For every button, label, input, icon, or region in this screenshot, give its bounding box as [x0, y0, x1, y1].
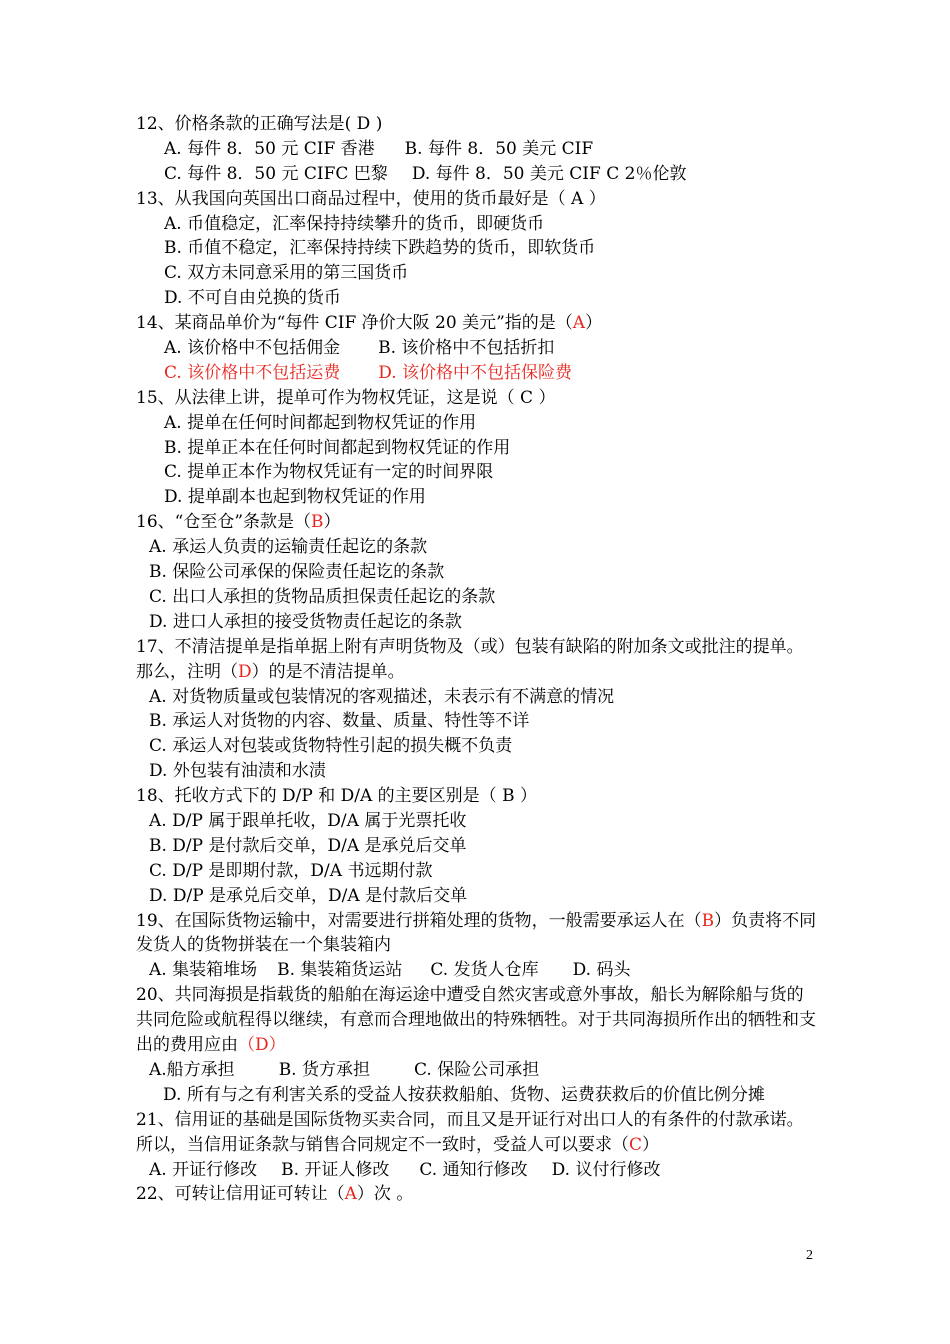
option-a: A. 开证行修改	[149, 1159, 258, 1180]
option-c: C. 每件 8．50 元 CIFC 巴黎	[164, 163, 388, 184]
option-d: D. 提单副本也起到物权凭证的作用	[164, 487, 426, 508]
option-a: A. 集装箱堆场	[149, 960, 258, 981]
option-b: B. D/P 是付款后交单，D/A 是承兑后交单	[149, 835, 467, 856]
option-c: C. 保险公司承担	[414, 1059, 540, 1080]
option-c: C. 双方未同意采用的第三国货币	[164, 263, 409, 284]
option-b: B. 承运人对货物的内容、数量、质量、特性等不详	[149, 711, 530, 732]
option-c: C. 该价格中不包括运费	[164, 362, 341, 383]
option-a: A.船方承担	[149, 1059, 235, 1080]
option-b: B. 提单正本在任何时间都起到物权凭证的作用	[164, 437, 511, 458]
question-22-stem: 22、可转让信用证可转让（A）次 。	[136, 1184, 414, 1205]
question-14-options-ab	[136, 336, 818, 361]
option-c: C. 承运人对包装或货物特性引起的损失概不负责	[149, 736, 513, 757]
option-a: A. 提单在任何时间都起到物权凭证的作用	[164, 412, 477, 433]
question-14-options-cd	[136, 361, 818, 386]
question-12-options-ab	[136, 137, 818, 162]
page-number: 2	[806, 1248, 813, 1263]
answer-mark: （D）	[238, 1035, 286, 1056]
question-17-stem: 17、不清洁提单是指单据上附有声明货物及（或）包装有缺陷的附加条文或批注的提单。那么，注明（D）的是不清洁提单。	[136, 636, 804, 682]
option-c: C. 出口人承担的货物品质担保责任起讫的条款	[149, 586, 496, 607]
option-b: B. 保险公司承保的保险责任起讫的条款	[149, 562, 445, 583]
option-d: D. 外包装有油渍和水渍	[149, 761, 326, 782]
option-b: B. 集装箱货运站	[277, 960, 403, 981]
option-c: C. D/P 是即期付款，D/A 书远期付款	[149, 860, 433, 881]
option-d: D. 所有与之有利害关系的受益人按获救船舶、货物、运费获救后的价值比例分摊	[163, 1084, 765, 1105]
question-16-stem: 16、“仓至仓”条款是（B）	[136, 512, 341, 533]
question-14-stem: 14、某商品单价为“每件 CIF 净价大阪 20 美元”指的是（A）	[136, 313, 603, 334]
answer-mark: D	[238, 661, 252, 682]
answer-mark: C	[629, 1134, 643, 1155]
question-21-options	[136, 1158, 818, 1183]
option-a: A. 承运人负责的运输责任起讫的条款	[149, 537, 428, 558]
option-d: D. 每件 8．50 美元 CIF C 2％伦敦	[411, 163, 687, 184]
question-19-stem: 19、在国际货物运输中，对需要进行拼箱处理的货物，一般需要承运人在（B）负责将不同发货人的货物拼装在一个集装箱内	[136, 910, 817, 956]
option-b: B. 该价格中不包括折扣	[378, 338, 555, 359]
question-20-option-d	[136, 1083, 818, 1108]
option-c: C. 发货人仓库	[430, 960, 539, 981]
option-d: D. 进口人承担的接受货物责任起讫的条款	[149, 611, 462, 632]
option-a: A. 对货物质量或包装情况的客观描述，未表示有不满意的情况	[149, 686, 615, 707]
option-c: C. 提单正本作为物权凭证有一定的时间界限	[164, 462, 494, 483]
option-b: B. 货方承担	[278, 1059, 370, 1080]
option-b: B. 每件 8．50 美元 CIF	[404, 138, 594, 159]
option-a: A. 该价格中不包括佣金	[164, 338, 341, 359]
question-20-options-abc	[136, 1058, 818, 1083]
question-15-stem: 15、从法律上讲，提单可作为物权凭证，这是说（ C ）	[136, 387, 556, 408]
option-b: B. 开证人修改	[281, 1159, 390, 1180]
question-21-stem: 21、信用证的基础是国际货物买卖合同，而且又是开证行对出口人的有条件的付款承诺。所以，当信用证条款与销售合同规定不一致时，受益人可以要求（C）	[136, 1109, 804, 1155]
question-18-stem: 18、托收方式下的 D/P 和 D/A 的主要区别是（ B ）	[136, 786, 537, 807]
question-list	[136, 112, 818, 1207]
question-13-stem: 13、从我国向英国出口商品过程中，使用的货币最好是（ A ）	[136, 188, 606, 209]
option-a: A. D/P 属于跟单托收，D/A 属于光票托收	[149, 810, 467, 831]
option-d: D. 码头	[572, 960, 631, 981]
answer-mark: B	[311, 512, 324, 533]
option-d: D. D/P 是承兑后交单，D/A 是付款后交单	[149, 885, 468, 906]
answer-mark: A	[344, 1184, 357, 1205]
answer-mark: A	[572, 313, 586, 334]
question-20-stem: 20、共同海损是指载货的船舶在海运途中遭受自然灾害或意外事故，船长为解除船与货的共同危险或航程得以继续，有意而合理地做出的特殊牺牲。对于共同海损所作出的牺牲和支出的费用应由（D）	[136, 985, 816, 1056]
question-12-stem: 12、价格条款的正确写法是( D )	[136, 114, 383, 134]
option-a: A. 每件 8．50 元 CIF 香港	[164, 138, 375, 159]
option-b: B. 币值不稳定，汇率保持持续下跌趋势的货币，即软货币	[164, 238, 596, 259]
option-a: A. 币值稳定，汇率保持持续攀升的货币，即硬货币	[164, 213, 545, 234]
question-19-options	[136, 958, 818, 983]
question-12-options-cd	[136, 162, 818, 187]
answer-mark: B	[701, 910, 715, 931]
option-d: D. 该价格中不包括保险费	[378, 362, 573, 383]
option-c: C. 通知行修改	[419, 1159, 528, 1180]
option-d: D. 议付行修改	[551, 1159, 661, 1180]
option-d: D. 不可自由兑换的货币	[164, 288, 341, 309]
